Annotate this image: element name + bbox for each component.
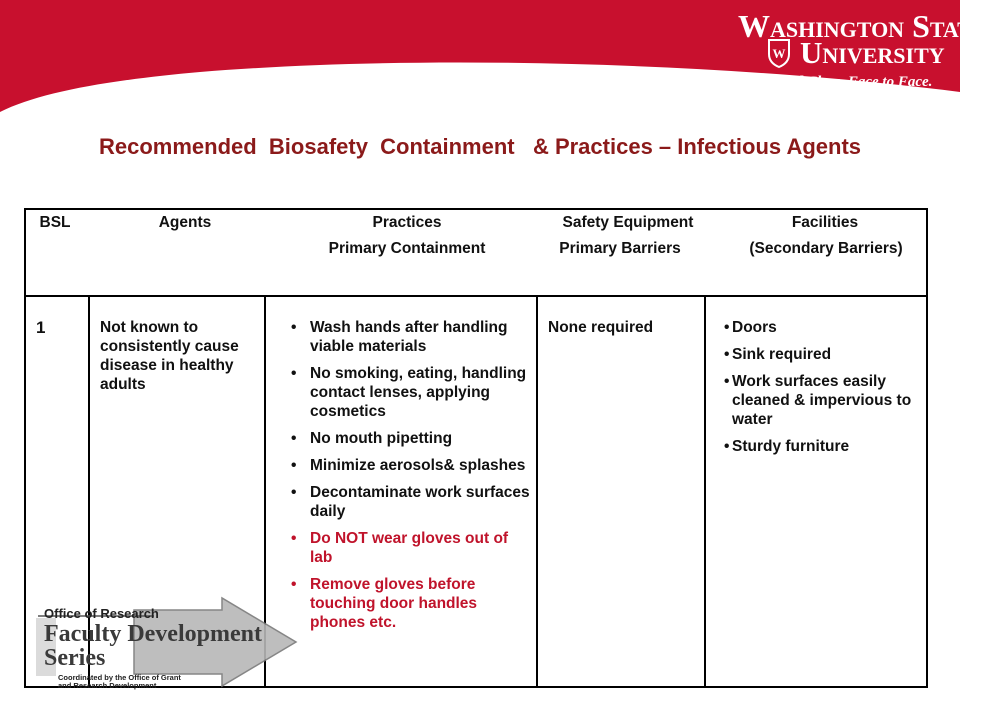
facility-item: • Sturdy furniture	[724, 437, 924, 456]
fds-coordination	[58, 674, 181, 690]
svg-text:W: W	[772, 46, 786, 61]
header-practices-line2: Primary Containment	[328, 240, 486, 257]
logo-wordmark-line1: Washington State	[738, 8, 987, 44]
wsu-seal-icon	[766, 38, 792, 68]
fds-title-line1: Faculty Development	[44, 621, 262, 647]
practice-item: • Wash hands after handling viable materials	[288, 318, 532, 356]
column-divider	[704, 295, 706, 688]
practice-item: • Minimize aerosols& splashes	[288, 456, 532, 475]
cell-safety-equipment: None required	[548, 319, 654, 336]
cell-agents: Not known to consistently cause disease in healthy adults	[100, 319, 239, 393]
fds-office-label: Office of Research	[44, 606, 159, 621]
facility-item: • Doors	[724, 318, 924, 337]
practice-item-warning: • Remove gloves before touching door handles phones etc.	[288, 575, 532, 632]
facility-item: • Sink required	[724, 345, 924, 364]
column-divider	[536, 295, 538, 688]
slide-title: Recommended Biosafety Containment & Practices – Infectious Agents	[98, 134, 862, 159]
practice-item: • No mouth pipetting	[288, 429, 532, 448]
facility-item: • Work surfaces easily cleaned & impervious to water	[724, 372, 924, 429]
practice-item-warning: • Do NOT wear gloves out of lab	[288, 529, 532, 567]
cell-bsl-level: 1	[36, 318, 46, 337]
header-safety-line2: Primary Barriers	[559, 240, 681, 257]
fds-coord-line2: and Research Development	[58, 681, 157, 690]
header-facilities-line1: Facilities	[791, 214, 859, 231]
header-agents: Agents	[158, 214, 212, 231]
header-safety-line1: Safety Equipment	[562, 214, 694, 231]
header-practices-line1: Practices	[372, 214, 442, 231]
cell-practices	[288, 318, 532, 640]
header-facilities-line2: (Secondary Barriers)	[749, 240, 903, 257]
fds-title-line2: Series	[44, 645, 106, 671]
logo-tagline: World Class. Face to Face.	[766, 74, 933, 90]
logo-wordmark-line2: University	[800, 35, 945, 70]
table-header-divider	[24, 295, 928, 297]
fds-title	[44, 622, 262, 670]
practice-item: • No smoking, eating, handling contact lenses, applying cosmetics	[288, 364, 532, 421]
fds-coord-line1: Coordinated by the Office of Grant	[58, 673, 181, 682]
cell-facilities	[724, 318, 924, 464]
header-bsl: BSL	[39, 214, 71, 231]
practice-item: • Decontaminate work surfaces daily	[288, 483, 532, 521]
